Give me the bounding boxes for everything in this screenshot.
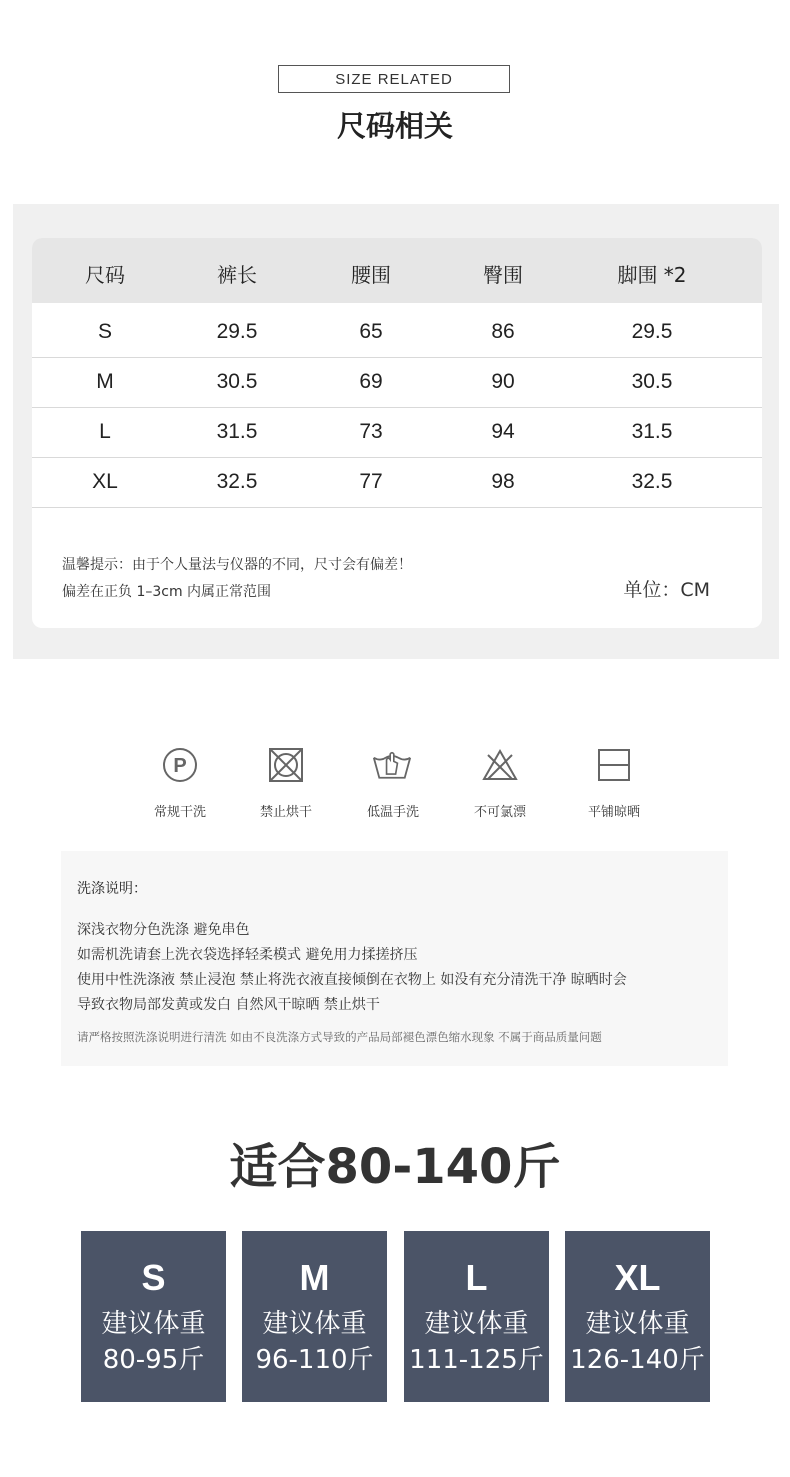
header-leg-opening: 脚围 *2: [617, 263, 687, 287]
size-card-label: 建议体重: [424, 1309, 529, 1339]
cell-hip: 98: [491, 470, 515, 493]
cell-leg-opening: 29.5: [631, 320, 673, 343]
size-card-weight: 96-110斤: [255, 1345, 374, 1375]
dry-flat-icon: [594, 745, 634, 785]
table-row: [32, 457, 762, 508]
cell-size: M: [96, 370, 114, 393]
washing-instructions: [61, 851, 728, 1066]
hand-wash-icon: [372, 745, 412, 785]
fit-title: 适合80-140斤: [229, 1139, 561, 1195]
cell-length: 30.5: [216, 370, 258, 393]
cell-hip: 94: [491, 420, 515, 443]
cell-hip: 86: [491, 320, 515, 343]
size-note-line2: 偏差在正负 1–3cm 内属正常范围: [62, 584, 272, 600]
table-header-row: [32, 238, 762, 303]
cell-leg-opening: 31.5: [631, 420, 673, 443]
size-card-weight: 80-95斤: [102, 1345, 205, 1375]
size-card-weight: 126-140斤: [570, 1345, 705, 1375]
cell-size: L: [99, 420, 111, 443]
table-row: [32, 357, 762, 408]
care-label: 禁止烘干: [259, 805, 313, 820]
table-row: [32, 407, 762, 458]
size-card-size: S: [141, 1257, 166, 1298]
washing-footnote: 请严格按照洗涤说明进行清洗 如由不良洗涤方式导致的产品局部褪色漂色缩水现象 不属于商品质量问题: [77, 1030, 602, 1044]
care-label: 低温手洗: [366, 805, 420, 820]
dry-clean-p-icon: [160, 745, 200, 785]
no-bleach-icon: [480, 745, 520, 785]
care-label: 平铺晾晒: [587, 805, 641, 820]
section-subtitle-en: SIZE RELATED: [278, 65, 510, 93]
header-length: 裤长: [217, 263, 257, 287]
size-card-m: [242, 1231, 387, 1402]
size-card-size: L: [465, 1257, 488, 1298]
washing-title: 洗涤说明：: [77, 881, 147, 897]
size-card-label: 建议体重: [262, 1309, 367, 1339]
section-title: 尺码相关: [336, 109, 453, 143]
cell-length: 31.5: [216, 420, 258, 443]
cell-size: S: [97, 320, 113, 343]
cell-waist: 69: [359, 370, 383, 393]
size-note-line1: 温馨提示：由于个人量法与仪器的不同，尺寸会有偏差！: [62, 557, 412, 573]
header-hip: 臀围: [483, 263, 523, 287]
size-card-label: 建议体重: [101, 1309, 206, 1339]
size-card-s: [81, 1231, 226, 1402]
washing-line: 深浅衣物分色洗涤 避免串色: [77, 922, 250, 938]
cell-waist: 65: [359, 320, 383, 343]
size-card-size: M: [299, 1257, 330, 1298]
cell-waist: 77: [359, 470, 383, 493]
cell-hip: 90: [491, 370, 515, 393]
cell-length: 29.5: [216, 320, 258, 343]
cell-size: XL: [92, 470, 118, 493]
size-card-size: XL: [614, 1257, 661, 1298]
washing-line: 使用中性洗涤液 禁止浸泡 禁止将洗衣液直接倾倒在衣物上 如没有充分清洗干净 晾晒时会: [77, 972, 627, 988]
size-card-label: 建议体重: [585, 1309, 690, 1339]
svg-text:P: P: [173, 755, 187, 777]
header-size: 尺码: [85, 263, 125, 287]
washing-line: 导致衣物局部发黄或发白 自然风干晾晒 禁止烘干: [77, 997, 380, 1013]
header-waist: 腰围: [351, 263, 391, 287]
no-tumble-dry-icon: [266, 745, 306, 785]
care-label: 不可氯漂: [473, 805, 527, 820]
size-card-l: [404, 1231, 549, 1402]
cell-leg-opening: 32.5: [631, 470, 673, 493]
washing-line: 如需机洗请套上洗衣袋选择轻柔模式 避免用力揉搓挤压: [77, 947, 418, 963]
cell-waist: 73: [359, 420, 383, 443]
cell-leg-opening: 30.5: [631, 370, 673, 393]
table-row: [32, 307, 762, 358]
care-label: 常规干洗: [153, 805, 207, 820]
cell-length: 32.5: [216, 470, 258, 493]
size-card-weight: 111-125斤: [409, 1345, 544, 1375]
size-card-xl: [565, 1231, 710, 1402]
size-table: [32, 238, 762, 628]
unit-label: 单位：CM: [623, 579, 710, 601]
